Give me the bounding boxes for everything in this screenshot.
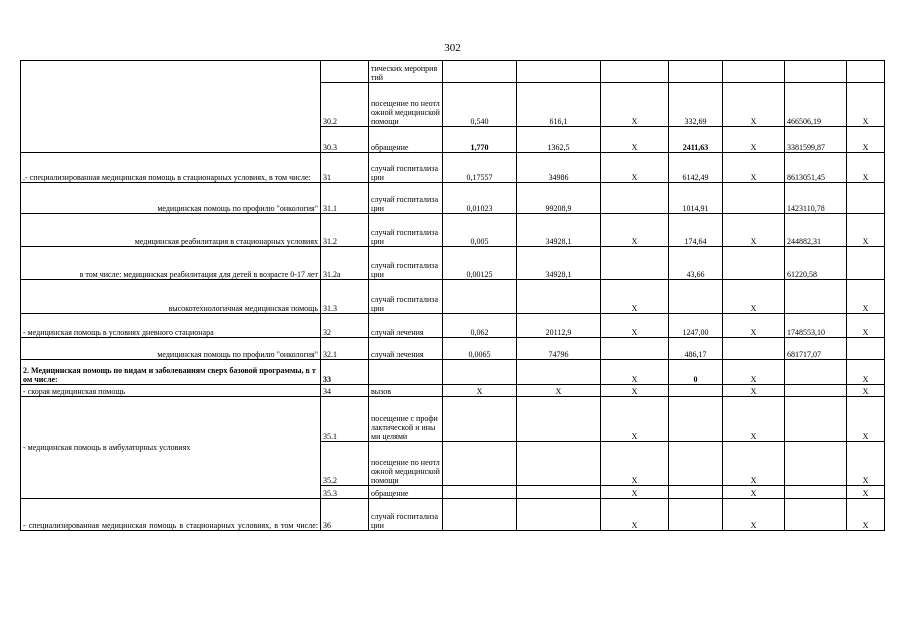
table-cell: 174,64: [669, 214, 723, 247]
table-cell: [847, 61, 885, 83]
table-cell: 6142,49: [669, 153, 723, 183]
table-cell: X: [723, 214, 785, 247]
table-row: [21, 153, 885, 183]
table-cell: 31.3: [321, 280, 369, 314]
table-cell: X: [601, 127, 669, 153]
table-cell: X: [723, 280, 785, 314]
table-cell: 34928,1: [517, 214, 601, 247]
table-cell: обращение: [369, 486, 443, 499]
table-cell: [723, 61, 785, 83]
table-cell: [443, 360, 517, 385]
table-cell: посещение с профилактической и иными целями: [369, 397, 443, 442]
table-cell: [601, 247, 669, 280]
table-cell: 31.2: [321, 214, 369, 247]
table-cell: [723, 247, 785, 280]
table-cell: X: [601, 397, 669, 442]
table-cell: 2. Медицинская помощь по видам и заболеваниям сверх базовой программы, в том числе:: [21, 360, 321, 385]
table-cell: 486,17: [669, 338, 723, 360]
table-cell: - медицинская помощь в условиях дневного стационара: [21, 314, 321, 338]
table-row: [21, 247, 885, 280]
table-cell: в том числе: медицинская реабилитация для детей в возрасте 0-17 лет: [21, 247, 321, 280]
table-cell: 1423110,78: [785, 183, 847, 214]
table-cell: 43,66: [669, 247, 723, 280]
table-cell: 332,69: [669, 83, 723, 127]
table-cell: X: [601, 486, 669, 499]
table-cell: 34986: [517, 153, 601, 183]
table-cell: X: [847, 499, 885, 531]
table-cell: .- специализированная медицинская помощь в стационарных условиях, в том числе:: [21, 153, 321, 183]
table-cell: 8613051,45: [785, 153, 847, 183]
table-row: [21, 499, 885, 531]
table-cell: X: [601, 360, 669, 385]
table-cell: 0,005: [443, 214, 517, 247]
table-cell: 20112,9: [517, 314, 601, 338]
table-row: [21, 214, 885, 247]
table-cell: 466506,19: [785, 83, 847, 127]
table-cell: X: [847, 314, 885, 338]
table-cell: [785, 360, 847, 385]
table-cell: [443, 442, 517, 486]
table-cell: посещение по неотложной медицинской помощи: [369, 442, 443, 486]
table-row: [21, 280, 885, 314]
table-cell: X: [847, 127, 885, 153]
table-cell: [669, 61, 723, 83]
table-cell: - специализированная медицинская помощь в стационарных условиях, в том числе:: [21, 499, 321, 531]
table-cell: случай госпитализации: [369, 499, 443, 531]
table-cell: случай госпитализации: [369, 153, 443, 183]
table-cell: 1,770: [443, 127, 517, 153]
table-cell: - скорая медицинская помощь: [21, 385, 321, 397]
table-cell: [847, 183, 885, 214]
table-row: [21, 397, 885, 442]
table-row: [21, 385, 885, 397]
table-cell: [785, 280, 847, 314]
table-row: [21, 183, 885, 214]
table-cell: 32.1: [321, 338, 369, 360]
table-cell: [443, 280, 517, 314]
table-cell: медицинская помощь по профилю "онкология": [21, 338, 321, 360]
table-cell: X: [847, 214, 885, 247]
table-cell: [847, 247, 885, 280]
table-cell: X: [723, 397, 785, 442]
statistics-table: [20, 60, 885, 531]
table-cell: X: [847, 486, 885, 499]
table-cell: X: [723, 127, 785, 153]
table-cell: X: [601, 314, 669, 338]
table-cell: 1748553,10: [785, 314, 847, 338]
table-cell: [669, 442, 723, 486]
table-cell: [669, 486, 723, 499]
table-cell: [785, 397, 847, 442]
table-cell: 1247,00: [669, 314, 723, 338]
table-cell: [669, 397, 723, 442]
table-cell: [517, 499, 601, 531]
table-cell: X: [847, 153, 885, 183]
table-cell: 0,01023: [443, 183, 517, 214]
table-cell: X: [443, 385, 517, 397]
table-cell: случай госпитализации: [369, 280, 443, 314]
table-cell: 681717,07: [785, 338, 847, 360]
table-cell: [443, 499, 517, 531]
table-cell: [785, 486, 847, 499]
table-cell: 616,1: [517, 83, 601, 127]
table-cell: X: [601, 280, 669, 314]
table-cell: 99208,9: [517, 183, 601, 214]
table-cell: [517, 280, 601, 314]
table-cell: [321, 61, 369, 83]
table-cell: [517, 397, 601, 442]
table-cell: [369, 360, 443, 385]
table-cell: [847, 338, 885, 360]
table-cell: 35.1: [321, 397, 369, 442]
table-cell: [601, 183, 669, 214]
table-cell: случай лечения: [369, 338, 443, 360]
table-cell: 30.2: [321, 83, 369, 127]
table-cell: [785, 442, 847, 486]
table-cell: 32: [321, 314, 369, 338]
table-cell: [669, 385, 723, 397]
table-cell: X: [847, 360, 885, 385]
table-cell: 0,540: [443, 83, 517, 127]
table-cell: X: [723, 499, 785, 531]
table-cell: [601, 61, 669, 83]
table-cell: [723, 338, 785, 360]
table-cell: [723, 183, 785, 214]
table-row: [21, 314, 885, 338]
table-cell: [517, 61, 601, 83]
table-cell: [443, 397, 517, 442]
table-cell: 1014,91: [669, 183, 723, 214]
table-cell: 0,17557: [443, 153, 517, 183]
table-cell: [785, 61, 847, 83]
table-cell: медицинская помощь по профилю "онкология": [21, 183, 321, 214]
table-cell: [785, 499, 847, 531]
table-cell: 34: [321, 385, 369, 397]
table-cell: X: [601, 499, 669, 531]
table-row: [21, 61, 885, 83]
table-cell: X: [723, 153, 785, 183]
table-cell: [517, 486, 601, 499]
table-cell: обращение: [369, 127, 443, 153]
table-cell: X: [517, 385, 601, 397]
table-cell: 34928,1: [517, 247, 601, 280]
table-cell: 35.2: [321, 442, 369, 486]
table-cell: 33: [321, 360, 369, 385]
table-cell: 244882,31: [785, 214, 847, 247]
table-cell: [443, 486, 517, 499]
table-cell: 31.2а: [321, 247, 369, 280]
table-cell: случай лечения: [369, 314, 443, 338]
table-cell: X: [601, 214, 669, 247]
table-cell: высокотехнологичная медицинская помощь: [21, 280, 321, 314]
table-cell: X: [723, 486, 785, 499]
table-cell: X: [601, 442, 669, 486]
table-cell: 2411,63: [669, 127, 723, 153]
table-cell: X: [847, 385, 885, 397]
table-cell: посещение по неотложной медицинской помощи: [369, 83, 443, 127]
table-cell: 1362,5: [517, 127, 601, 153]
table-cell: 0,0065: [443, 338, 517, 360]
table-cell: X: [847, 397, 885, 442]
table-cell: случай госпитализации: [369, 183, 443, 214]
table-cell: X: [601, 153, 669, 183]
table-cell: 0: [669, 360, 723, 385]
table-cell: X: [723, 314, 785, 338]
table-cell: 3381599,87: [785, 127, 847, 153]
table-cell: X: [723, 385, 785, 397]
table-cell: 31.1: [321, 183, 369, 214]
table-cell: X: [601, 385, 669, 397]
table-cell: X: [601, 83, 669, 127]
table-cell: [785, 385, 847, 397]
table-row: [21, 338, 885, 360]
table-cell: [21, 61, 321, 153]
table-cell: X: [847, 83, 885, 127]
table-cell: медицинская реабилитация в стационарных условиях: [21, 214, 321, 247]
table-row: [21, 360, 885, 385]
table-cell: 30.3: [321, 127, 369, 153]
table-cell: 61220,58: [785, 247, 847, 280]
table-cell: X: [723, 360, 785, 385]
table-cell: [669, 499, 723, 531]
table-cell: случай госпитализации: [369, 214, 443, 247]
page-number: 302: [444, 42, 461, 54]
table-cell: - медицинская помощь в амбулаторных условиях: [21, 397, 321, 499]
table-cell: тических мероприятий: [369, 61, 443, 83]
table-cell: 0,00125: [443, 247, 517, 280]
table-cell: X: [847, 280, 885, 314]
table-cell: вызов: [369, 385, 443, 397]
table-cell: X: [847, 442, 885, 486]
table-cell: 35.3: [321, 486, 369, 499]
table-cell: 36: [321, 499, 369, 531]
table-cell: [443, 61, 517, 83]
table-cell: [669, 280, 723, 314]
table-cell: 31: [321, 153, 369, 183]
table-cell: 74796: [517, 338, 601, 360]
table-cell: [517, 442, 601, 486]
table-cell: [517, 360, 601, 385]
table-cell: случай госпитализации: [369, 247, 443, 280]
table-cell: X: [723, 83, 785, 127]
table-cell: X: [723, 442, 785, 486]
table-cell: 0,062: [443, 314, 517, 338]
table-cell: [601, 338, 669, 360]
